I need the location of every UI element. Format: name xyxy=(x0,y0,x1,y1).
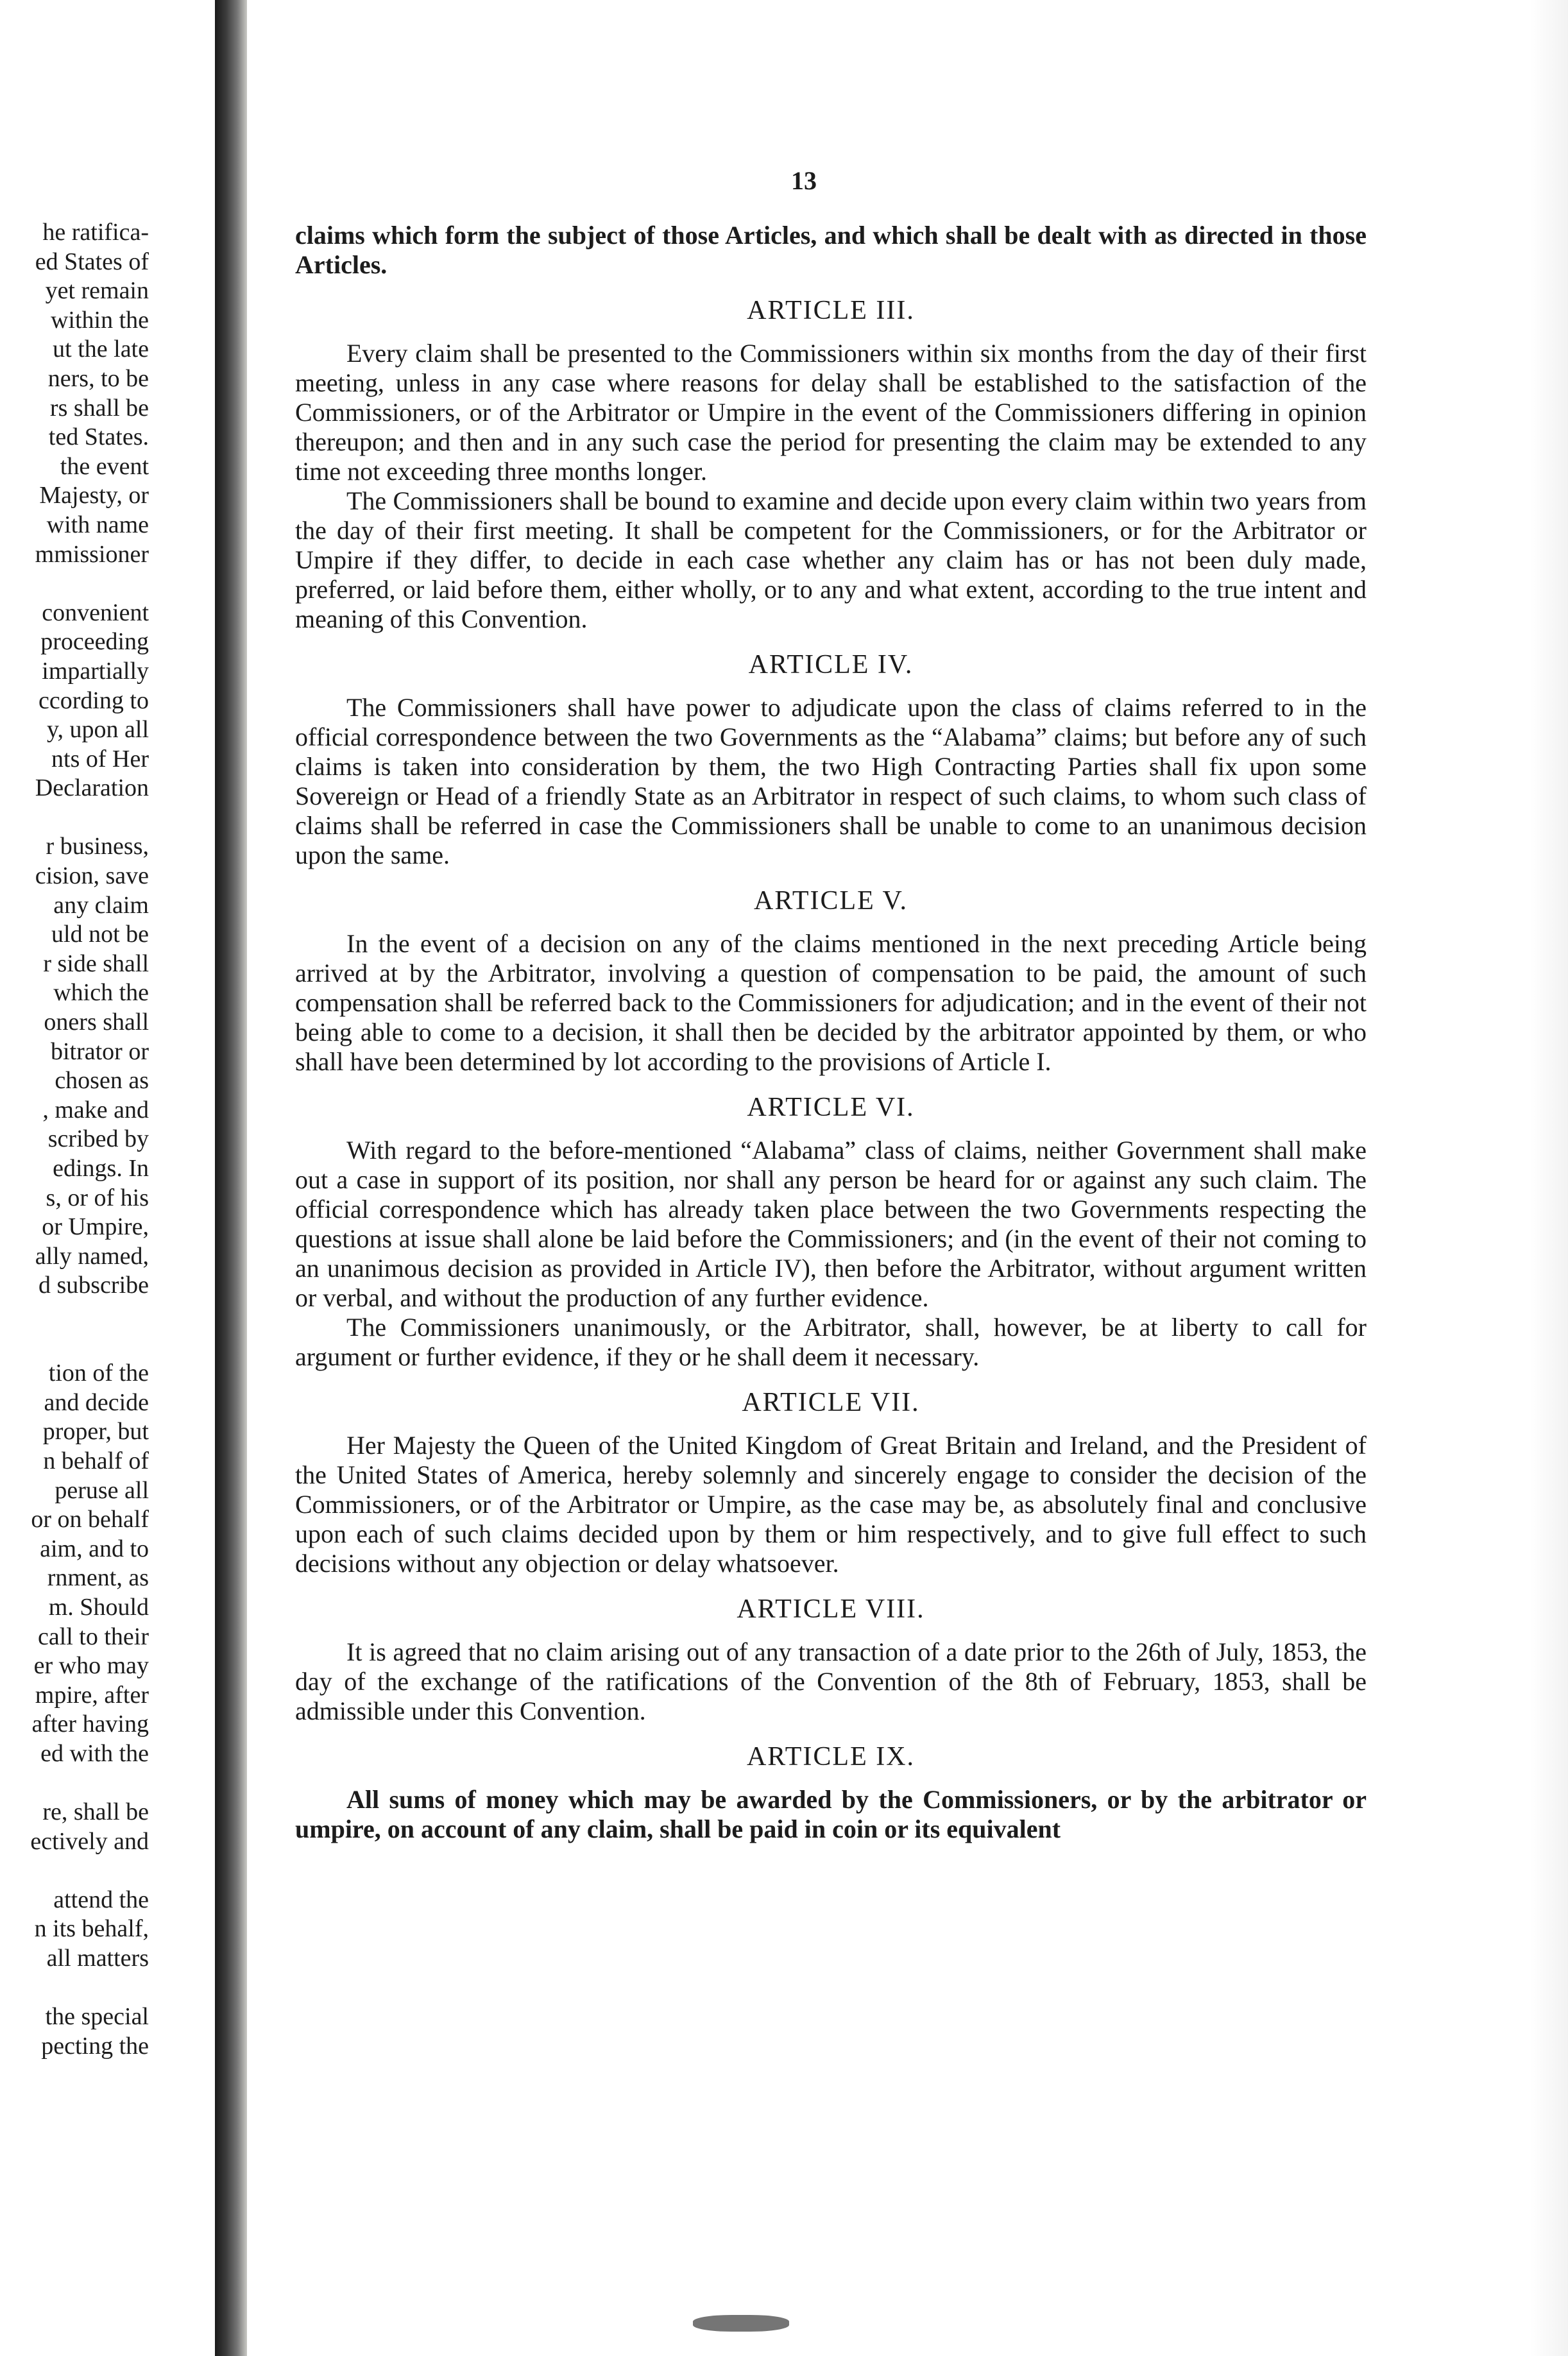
left-page-text xyxy=(0,218,149,2061)
left-page-line: Majesty, or xyxy=(39,482,149,509)
left-page-line: ectively and xyxy=(30,1827,149,1855)
left-page-line: ut the late xyxy=(53,336,149,363)
left-page-line: oners shall xyxy=(44,1009,149,1036)
left-page-line: or on behalf xyxy=(31,1506,149,1533)
left-page-line: yet remain xyxy=(45,277,149,305)
left-page-line: aim, and to xyxy=(40,1535,149,1562)
left-page-line: attend the xyxy=(53,1886,149,1913)
left-page-line: edings. In xyxy=(53,1155,149,1182)
left-page-line: mpire, after xyxy=(35,1681,149,1709)
article-paragraph: Every claim shall be presented to the Commissioners within six months from the day of their first meeting, unless in any case where reasons for delay shall be established to the satisfaction of the Commissioners, or of the Arbitrator or Umpire in the event of the Commissioners differing in opinion thereupon; and then and in any such case the period for presenting the claim may be extended to any time not exceeding three months longer. xyxy=(295,339,1367,486)
article-heading: ARTICLE III. xyxy=(747,296,915,325)
left-page-line: nts of Her xyxy=(51,745,149,773)
article-paragraph: The Commissioners unanimously, or the Arbitrator, shall, however, be at liberty to call for argument or further evidence, if they or he shall deem it necessary. xyxy=(295,1313,1367,1371)
article-heading: ARTICLE VII. xyxy=(742,1388,920,1417)
left-page-line: which the xyxy=(53,979,149,1007)
article-paragraph: With regard to the before-mentioned “Alabama” class of claims, neither Government shall make out a case in support of its position, nor shall any person be heard for or against any such claim. The official correspondence which has already taken place between the two Governments respecting the questions at issue shall alone be laid before the Commissioners; and (in the event of their not coming to an unanimous decision as provided in Article IV), then before the Arbitrator, without argument written or verbal, and without the production of any further evidence. xyxy=(295,1136,1367,1312)
article-section xyxy=(295,295,1367,634)
article-heading: ARTICLE V. xyxy=(754,886,908,916)
left-page-gap xyxy=(0,1301,149,1330)
articles-list xyxy=(295,295,1367,1844)
left-page-line: tion of the xyxy=(48,1360,149,1387)
left-page-line: rnment, as xyxy=(47,1564,149,1592)
left-page-line: m. Should xyxy=(48,1593,149,1621)
left-page-line: r side shall xyxy=(43,950,149,977)
left-page-line: and decide xyxy=(44,1388,149,1416)
article-heading: ARTICLE VIII. xyxy=(737,1594,925,1624)
left-page-line: r business, xyxy=(46,833,149,860)
left-page-line: convenient xyxy=(42,599,149,626)
left-page-line: n its behalf, xyxy=(34,1915,149,1943)
left-page-line: pecting the xyxy=(41,2032,149,2060)
left-page-gap xyxy=(0,1974,149,2003)
left-page-line: the special xyxy=(45,2003,149,2031)
left-page-gap xyxy=(0,569,149,599)
left-page-line: within the xyxy=(50,306,149,334)
intro-paragraph: claims which form the subject of those Articles, and which shall be dealt with as directed in those Articles. xyxy=(295,221,1367,279)
left-page-line: after having xyxy=(31,1711,149,1738)
article-section xyxy=(295,649,1367,870)
left-page-line: ners, to be xyxy=(47,364,149,392)
left-page-gap xyxy=(0,1856,149,1886)
article-paragraph: All sums of money which may be awarded by the Commissioners, or by the arbitrator or umpire, on account of any claim, shall be paid in coin or its equivalent xyxy=(295,1785,1367,1843)
left-page-line: proceeding xyxy=(40,628,149,656)
left-page-line: re, shall be xyxy=(42,1798,149,1826)
left-page-line: ed with the xyxy=(40,1739,149,1767)
left-page-line: with name xyxy=(46,511,149,538)
left-page-line: chosen as xyxy=(55,1067,149,1095)
left-page-line: rs shall be xyxy=(49,394,149,422)
left-page-line: scribed by xyxy=(47,1125,149,1153)
page-body xyxy=(295,221,1367,1844)
article-paragraph: It is agreed that no claim arising out of any transaction of a date prior to the 26th of July, 1853, the day of the exchange of the ratifications of the Convention of the 8th of February, 1853, shall be admissible under this Convention. xyxy=(295,1637,1367,1725)
left-page-line: n behalf of xyxy=(43,1447,149,1474)
left-page-line: Declaration xyxy=(35,774,149,802)
article-section xyxy=(295,1741,1367,1844)
left-page-line: any claim xyxy=(53,891,149,919)
left-page-line: call to their xyxy=(37,1623,149,1650)
left-page-line: or Umpire, xyxy=(42,1213,149,1241)
article-section xyxy=(295,885,1367,1077)
left-page-fragment xyxy=(0,0,215,2356)
book-gutter xyxy=(215,0,247,2356)
ink-smudge xyxy=(693,2315,789,2332)
left-page-line: he ratifica- xyxy=(42,219,149,246)
left-page-line: ally named, xyxy=(35,1242,149,1270)
left-page-gap xyxy=(0,1768,149,1798)
left-page-line: s, or of his xyxy=(46,1184,149,1211)
left-page-gap xyxy=(0,1330,149,1360)
left-page-line: impartially xyxy=(42,657,149,685)
left-page-line: uld not be xyxy=(51,921,149,948)
left-page-line: proper, but xyxy=(42,1418,149,1446)
article-section xyxy=(295,1594,1367,1726)
left-page-line: , make and xyxy=(42,1096,149,1123)
article-paragraph: In the event of a decision on any of the claims mentioned in the next preceding Article being arrived at by the Arbitrator, involving a question of compensation to be paid, the amount of such compensation shall be referred back to the Commissioners for adjudication; and in the event of their not being able to come to a decision, it shall then be decided by the arbitrator appointed by them, or who shall have been determined by lot according to the provisions of Article I. xyxy=(295,929,1367,1076)
article-paragraph: The Commissioners shall have power to adjudicate upon the class of claims referred to in the official correspondence between the two Governments as the “Alabama” claims; but before any of such claims is taken into consideration by them, the two High Contracting Parties shall fix upon some Sovereign or Head of a friendly State as an Arbitrator in respect of such claims, to whom such class of claims shall be referred in case the Commissioners shall be unable to come to an unanimous decision upon the same. xyxy=(295,693,1367,869)
left-page-line: cision, save xyxy=(35,862,149,890)
left-page-line: the event xyxy=(60,452,149,480)
left-page-line: y, upon all xyxy=(46,716,149,744)
left-page-line: er who may xyxy=(33,1652,149,1680)
left-page-line: peruse all xyxy=(55,1476,149,1504)
article-paragraph: The Commissioners shall be bound to examine and decide upon every claim within two years from the day of their first meeting. It shall be competent for the Commissioners, or for the Arbitrator or Umpire if they differ, to decide in each case whether any claim has or has not been duly made, preferred, or laid before them, either wholly, or to any and what extent, according to the true intent and meaning of this Convention. xyxy=(295,486,1367,633)
left-page-line: ted States. xyxy=(48,423,149,451)
article-section xyxy=(295,1387,1367,1578)
left-page-line: all matters xyxy=(46,1945,149,1972)
left-page-line: ccording to xyxy=(38,687,149,714)
left-page-line: d subscribe xyxy=(38,1272,149,1299)
article-heading: ARTICLE IV. xyxy=(748,650,914,679)
article-paragraph: Her Majesty the Queen of the United Kingdom of Great Britain and Ireland, and the President of the United States of America, hereby solemnly and sincerely engage to consider the decision of the Commissioners, or of the Arbitrator or Umpire, as the case may be, as absolutely final and conclusive upon each of such claims decided upon by them or him respectively, and to give full effect to such decisions without any objection or delay whatsoever. xyxy=(295,1431,1367,1578)
article-heading: ARTICLE IX. xyxy=(746,1742,916,1771)
page-number: 13 xyxy=(791,166,817,195)
left-page-line: ed States of xyxy=(35,248,149,275)
left-page-gap xyxy=(0,803,149,833)
left-page-line: bitrator or xyxy=(50,1037,149,1065)
article-section xyxy=(295,1092,1367,1372)
article-heading: ARTICLE VI. xyxy=(747,1093,915,1122)
left-page-line: mmissioner xyxy=(35,540,149,568)
